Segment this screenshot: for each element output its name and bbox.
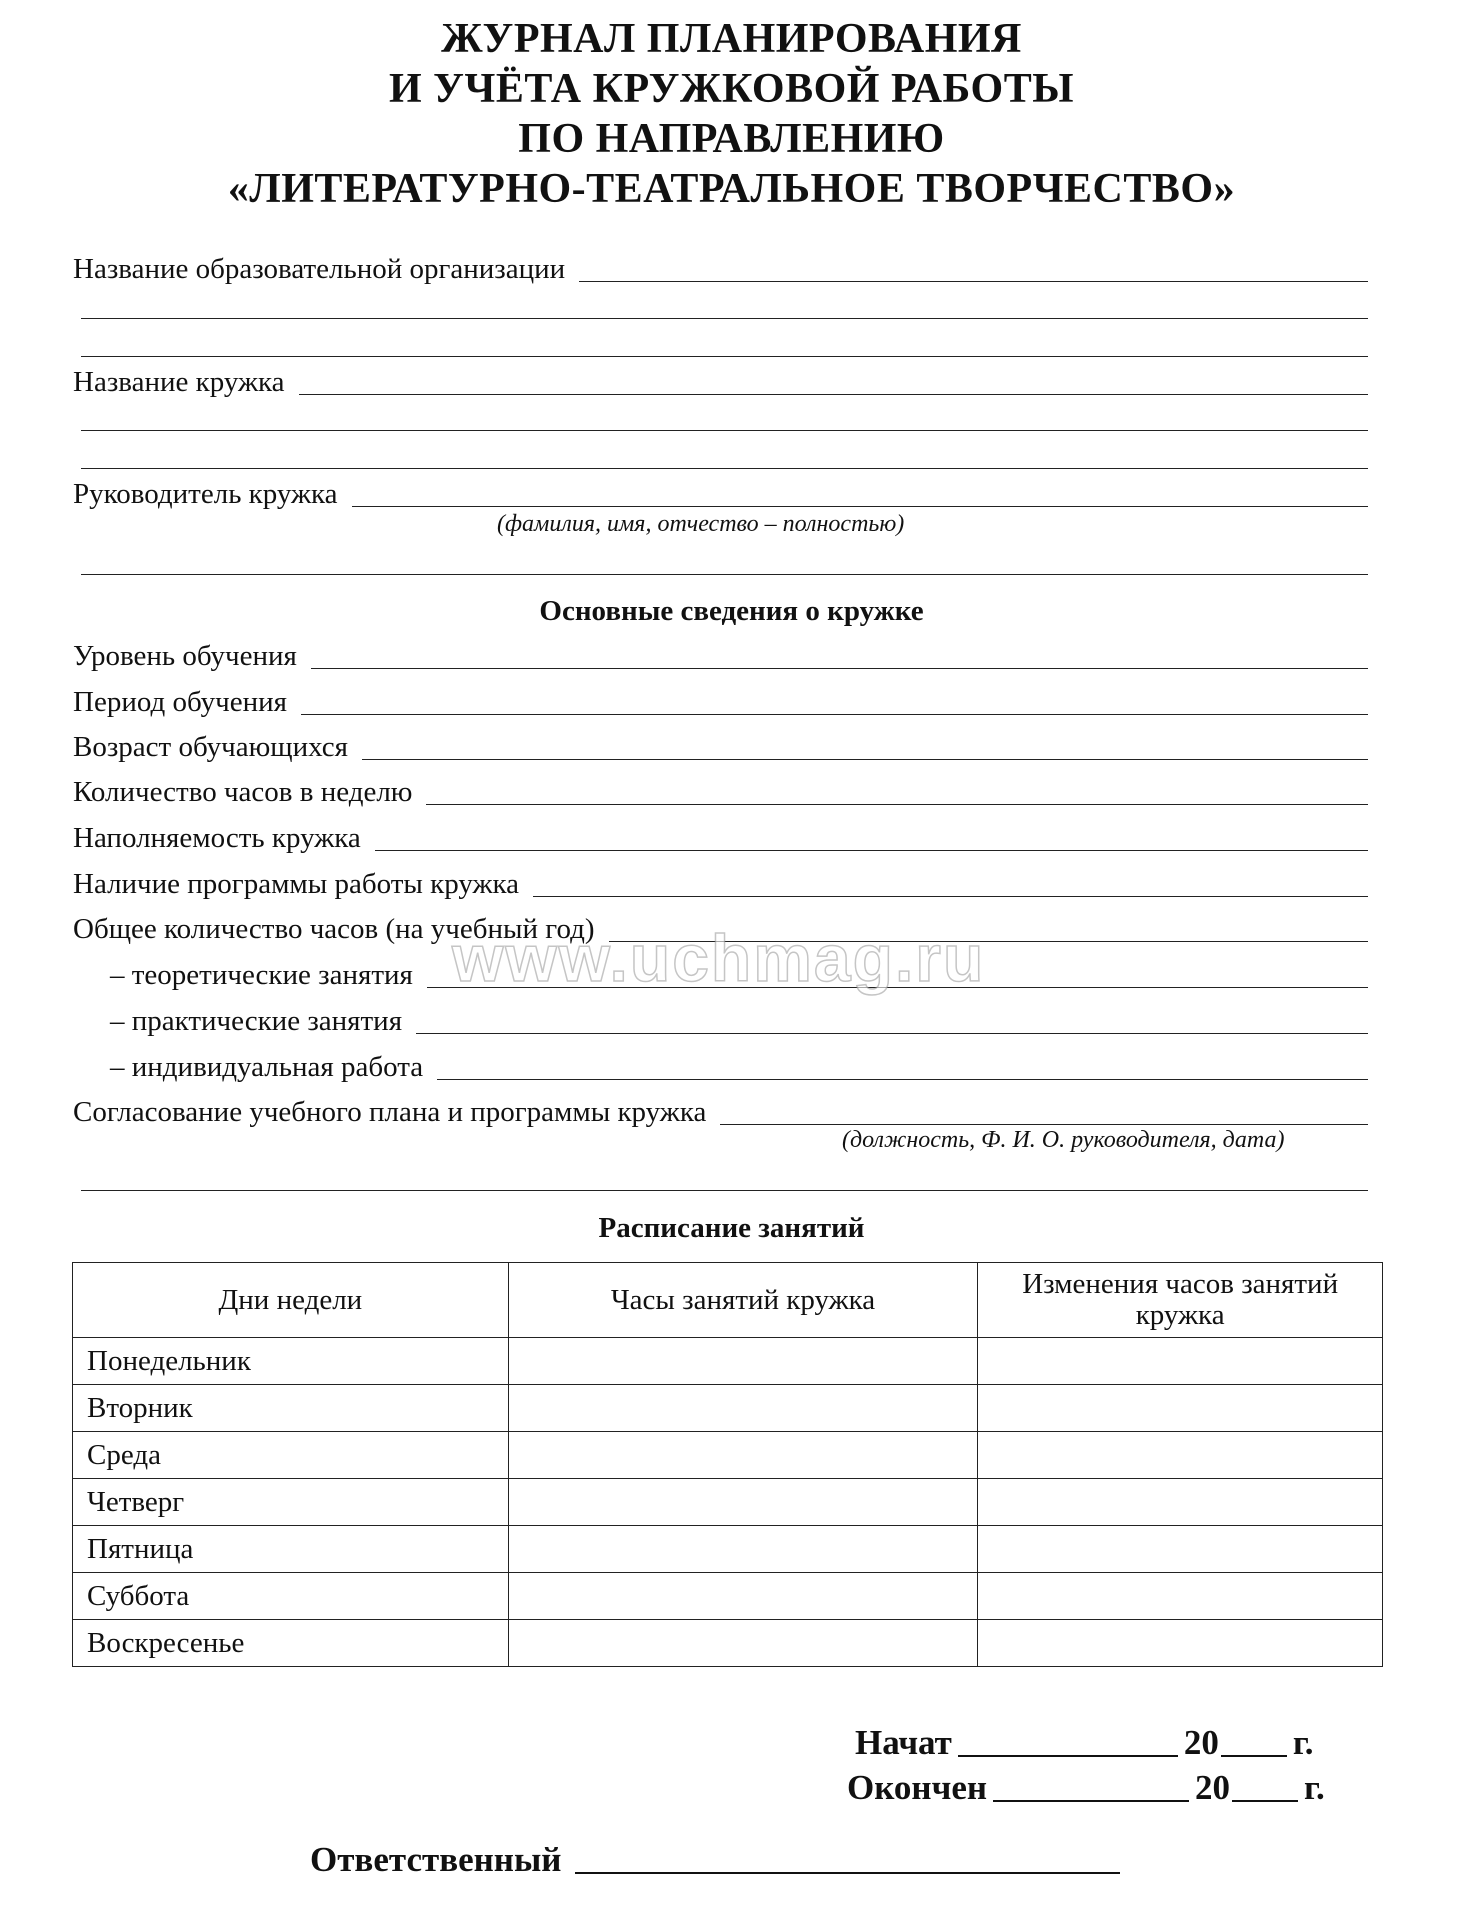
responsible-label: Ответственный [310,1840,562,1879]
age-line[interactable] [362,759,1368,760]
col-header-changes: Изменения часов занятий кружка [978,1263,1383,1338]
level-line[interactable] [311,668,1368,669]
leader-hint: (фамилия, имя, отчество – полностью) [497,511,905,537]
day-cell: Пятница [73,1526,509,1573]
club-name-label: Название кружка [73,366,285,398]
basic-info-heading: Основные сведения о кружке [539,595,924,627]
changes-cell[interactable] [978,1479,1383,1526]
table-row [73,1526,1383,1573]
day-cell: Вторник [73,1385,509,1432]
approval-line-2[interactable] [81,1190,1368,1191]
finished-year-line[interactable] [1232,1800,1298,1802]
club-leader-field[interactable] [73,465,1368,511]
table-row [73,1479,1383,1526]
hours-cell[interactable] [508,1385,978,1432]
title-line-2: И УЧЁТА КРУЖКОВОЙ РАБОТЫ [389,66,1074,112]
club-name-line[interactable] [299,394,1369,395]
theory-label: – теоретические занятия [110,959,413,991]
watermark: www.uchmag.ru [452,921,986,995]
org-name-label: Название образовательной организации [73,253,566,285]
individual-field[interactable] [110,1038,1368,1084]
approval-line[interactable] [720,1124,1368,1125]
hours-cell[interactable] [508,1479,978,1526]
age-field[interactable] [73,718,1368,764]
day-cell: Воскресенье [73,1620,509,1667]
hours-week-line[interactable] [426,804,1368,805]
hours-cell[interactable] [508,1526,978,1573]
changes-cell[interactable] [978,1526,1383,1573]
period-line[interactable] [301,714,1368,715]
table-row [73,1432,1383,1479]
program-field[interactable] [73,855,1368,901]
day-cell: Понедельник [73,1338,509,1385]
hours-cell[interactable] [508,1432,978,1479]
period-label: Период обучения [73,686,287,718]
col-header-hours: Часы занятий кружка [508,1263,978,1338]
table-row [73,1620,1383,1667]
title-line-3: ПО НАПРАВЛЕНИЮ [518,116,945,162]
responsible-row [310,1840,1126,1880]
club-leader-label: Руководитель кружка [73,478,338,510]
table-row [73,1573,1383,1620]
started-label: Начат [855,1723,952,1762]
org-name-line-2[interactable] [81,318,1368,319]
schedule-heading: Расписание занятий [598,1212,865,1244]
day-cell: Среда [73,1432,509,1479]
responsible-line[interactable] [575,1872,1120,1874]
finished-year-prefix: 20 [1195,1768,1231,1807]
finished-date-line[interactable] [993,1800,1189,1802]
title-line-1: ЖУРНАЛ ПЛАНИРОВАНИЯ [441,16,1022,62]
hours-week-field[interactable] [73,763,1368,809]
period-field[interactable] [73,673,1368,719]
hours-week-label: Количество часов в неделю [73,776,413,808]
changes-cell[interactable] [978,1338,1383,1385]
changes-cell[interactable] [978,1432,1383,1479]
finished-row [847,1768,1325,1808]
document-title [0,14,1463,214]
schedule-table [72,1262,1383,1667]
age-label: Возраст обучающихся [73,731,348,763]
started-date-line[interactable] [958,1755,1178,1757]
occupancy-line[interactable] [375,850,1368,851]
program-line[interactable] [533,896,1368,897]
changes-cell[interactable] [978,1385,1383,1432]
started-year-line[interactable] [1221,1755,1287,1757]
started-row [855,1723,1314,1763]
individual-label: – индивидуальная работа [110,1051,424,1083]
occupancy-label: Наполняемость кружка [73,822,361,854]
started-year-prefix: 20 [1183,1723,1219,1762]
hours-cell[interactable] [508,1573,978,1620]
changes-cell[interactable] [978,1573,1383,1620]
club-leader-line-2[interactable] [81,574,1368,575]
changes-cell[interactable] [978,1620,1383,1667]
approval-label: Согласование учебного плана и программы кружка [73,1096,707,1128]
total-hours-label: Общее количество часов (на учебный год) [73,913,595,945]
approval-field[interactable] [73,1083,1368,1129]
table-row [73,1385,1383,1432]
schedule-header-row [73,1263,1383,1338]
level-field[interactable] [73,627,1368,673]
finished-year-suffix: г. [1304,1768,1325,1807]
program-label: Наличие программы работы кружка [73,868,520,900]
club-name-field[interactable] [73,353,1368,399]
title-line-4: «ЛИТЕРАТУРНО-ТЕАТРАЛЬНОЕ ТВОРЧЕСТВО» [227,166,1236,212]
club-name-line-2[interactable] [81,430,1368,431]
org-name-field[interactable] [73,240,1368,286]
hours-cell[interactable] [508,1620,978,1667]
occupancy-field[interactable] [73,809,1368,855]
practice-line[interactable] [416,1033,1368,1034]
day-cell: Суббота [73,1573,509,1620]
approval-hint: (должность, Ф. И. О. руководителя, дата) [842,1127,1285,1153]
finished-label: Окончен [847,1768,988,1807]
practice-field[interactable] [110,992,1368,1038]
day-cell: Четверг [73,1479,509,1526]
hours-cell[interactable] [508,1338,978,1385]
level-label: Уровень обучения [73,640,297,672]
club-leader-line[interactable] [352,506,1368,507]
org-name-line[interactable] [579,281,1368,282]
table-row [73,1338,1383,1385]
practice-label: – практические занятия [110,1005,403,1037]
col-header-days: Дни недели [73,1263,509,1338]
started-year-suffix: г. [1292,1723,1314,1762]
individual-line[interactable] [437,1079,1368,1080]
